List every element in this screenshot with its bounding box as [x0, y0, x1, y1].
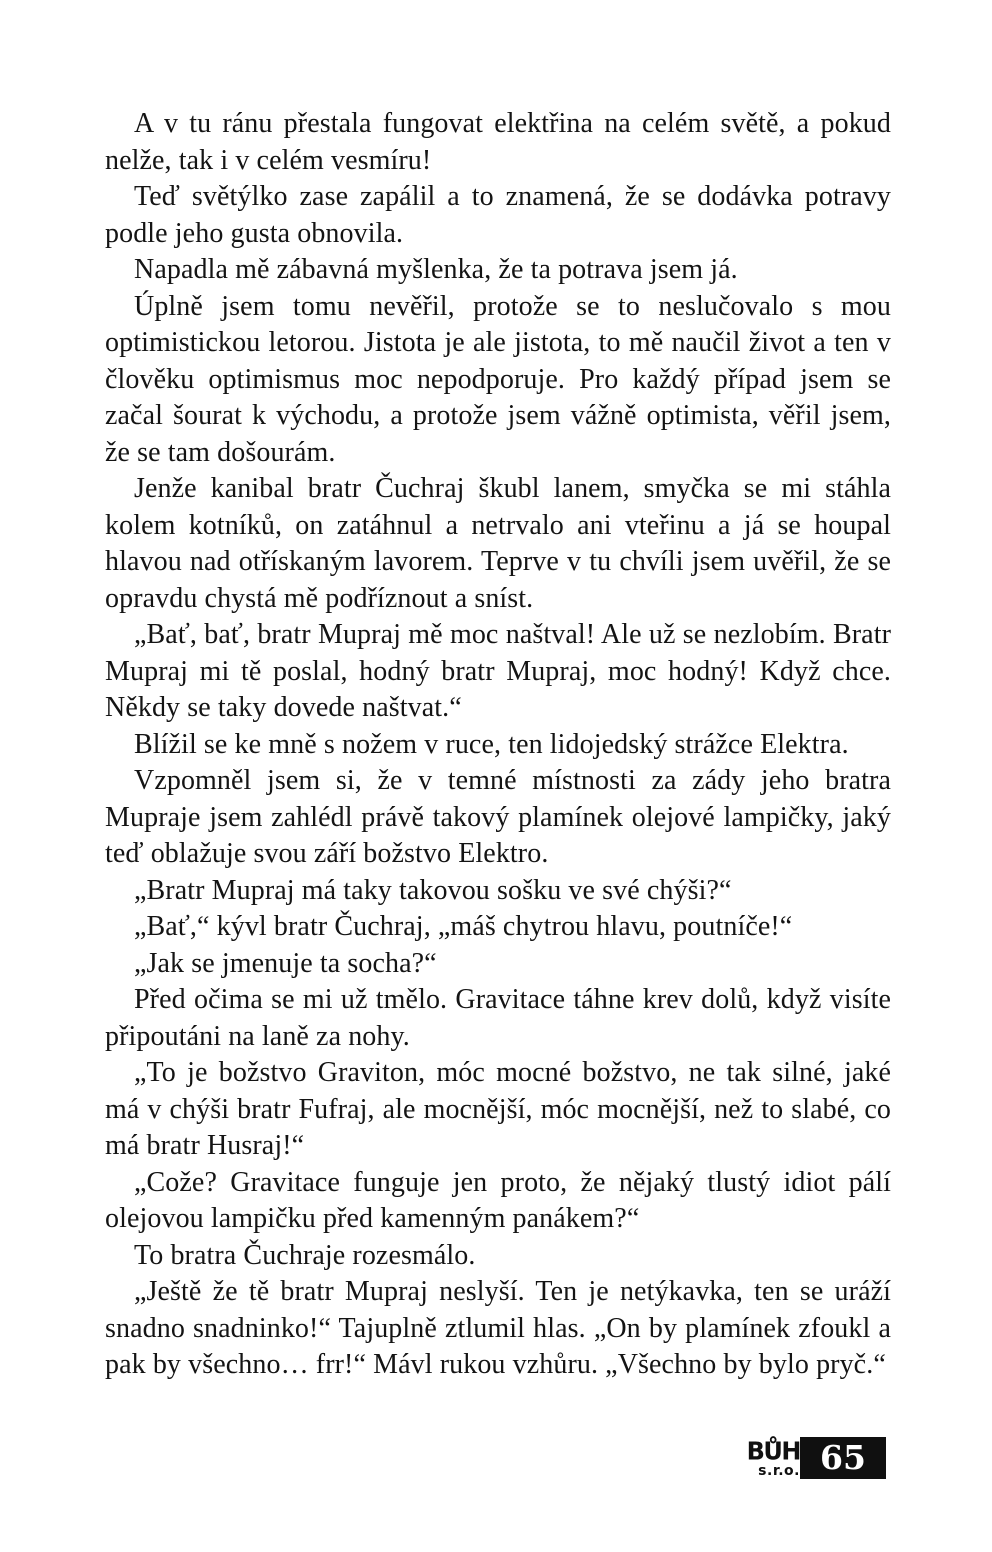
paragraph: „Bať,“ kývl bratr Čuchraj, „máš chytrou hlavu, poutníče!“: [134, 911, 793, 942]
paragraph: Úplně jsem tomu nevěřil, protože se to neslučovalo s mou optimistickou letorou. Jistota je ale jistota, to mě naučil život a ten v člověku optimismus moc nepodporuje. Pro každý případ jsem se začal šourat k východu, a protože jsem vážně optimista, věřil jsem, že se tam došourám.: [105, 290, 891, 468]
paragraph: Jenže kanibal bratr Čuchraj škubl lanem, smyčka se mi stáhla kolem kotníků, on zatáhnul a netrvalo ani vteřinu a já se houpal hlavou nad otřískaným lavorem. Teprve v tu chvíli jsem uvěřil, že se opravdu chystá mě podříznout a sníst.: [105, 473, 891, 614]
publisher-logo-name: BŮH: [746, 1435, 800, 1466]
paragraph: „Jak se jmenuje ta socha?“: [134, 947, 437, 979]
paragraph: „Cože? Gravitace funguje jen proto, že nějaký tlustý idiot pálí olejovou lampičku před kamenným panákem?“: [105, 1166, 891, 1234]
paragraph: To bratra Čuchraje rozesmálo.: [134, 1239, 476, 1271]
paragraph: „To je božstvo Graviton, móc mocné božstvo, ne tak silné, jaké má v chýši bratr Fufraj, ale mocnější, móc mocnější, než to slabé, co má bratr Husraj!“: [105, 1057, 891, 1161]
paragraph: Blížil se ke mně s nožem v ruce, ten lidojedský strážce Elektra.: [134, 728, 849, 760]
paragraph: „Bratr Mupraj má taky takovou sošku ve své chýši?“: [134, 874, 732, 906]
paragraph: „Ještě že tě bratr Mupraj neslyší. Ten je netýkavka, ten se uráží snadno snadninko!“ Tajuplně ztlumil hlas. „On by plamínek zfoukl a pak by všechno… frr!“ Mávl rukou vzhůru. „Všechno by bylo pryč.“: [105, 1276, 891, 1380]
body-text: [105, 106, 891, 1384]
page-number-badge: [800, 1437, 886, 1479]
publisher-logo-suffix: s.r.o.: [758, 1462, 800, 1479]
publisher-logo: [747, 1437, 800, 1479]
page-footer: [747, 1437, 886, 1479]
page-number: 65: [820, 1437, 866, 1477]
paragraph: Napadla mě zábavná myšlenka, že ta potrava jsem já.: [134, 254, 738, 285]
paragraph: Vzpomněl jsem si, že v temné místnosti za zády jeho bratra Mupraje jsem zahlédl právě takový plamínek olejové lampičky, jaký teď oblažuje svou září božstvo Elektro.: [105, 765, 891, 869]
paragraph: A v tu ránu přestala fungovat elektřina na celém světě, a pokud nelže, tak i v celém vesmíru!: [105, 108, 891, 176]
paragraph: Teď světýlko zase zapálil a to znamená, že se dodávka potravy podle jeho gusta obnovila.: [105, 181, 891, 249]
paragraph: „Bať, bať, bratr Mupraj mě moc naštval! Ale už se nezlobím. Bratr Mupraj mi tě poslal, hodný bratr Mupraj, moc hodný! Když chce. Někdy se taky dovede naštvat.“: [105, 619, 891, 723]
paragraph: Před očima se mi už tmělo. Gravitace táhne krev dolů, když visíte připoutáni na laně za nohy.: [105, 984, 891, 1052]
